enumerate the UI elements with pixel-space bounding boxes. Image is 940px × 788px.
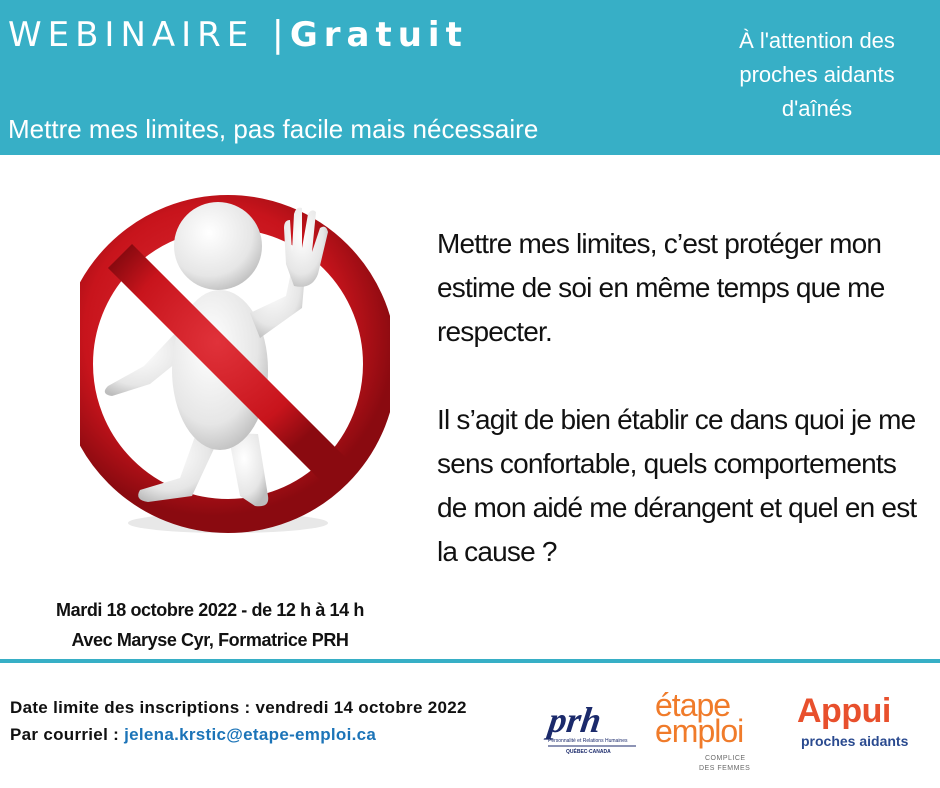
figure-head <box>174 202 262 290</box>
audience-line: À l'attention des <box>739 28 895 53</box>
email-label: Par courriel : <box>10 725 125 744</box>
event-date: Mardi 18 octobre 2022 - de 12 h à 14 h <box>56 600 364 620</box>
appui-logo <box>795 692 925 762</box>
stop-figure-illustration <box>80 178 390 538</box>
emploi-word: emploi <box>655 713 744 749</box>
audience-note <box>712 24 922 126</box>
event-details <box>10 595 410 655</box>
etape-tagline: DES FEMMES <box>699 765 751 772</box>
appui-subtitle: proches aidants <box>801 733 909 749</box>
divider <box>0 659 940 663</box>
registration-deadline: Date limite des inscriptions : vendredi 14 octobre 2022 <box>10 698 467 717</box>
main-message <box>437 222 927 618</box>
webinar-title <box>8 14 468 55</box>
webinar-topic: Mettre mes limites, pas facile mais nécessaire <box>8 114 539 144</box>
message-paragraph: Il s’agit de bien établir ce dans quoi je me sens confortable, quels comportements de mon aidé me dérangent et quel en est la cause ? <box>437 404 917 567</box>
registration-info <box>10 694 467 748</box>
prh-wordmark: prh <box>546 700 604 740</box>
header-banner <box>0 0 940 155</box>
title-gratuit: Gratuit <box>289 15 468 55</box>
etape-tagline: COMPLICE <box>705 755 746 762</box>
email-link[interactable]: jelena.krstic@etape-emploi.ca <box>124 725 377 744</box>
contact-line <box>10 721 467 748</box>
prh-region: QUÉBEC·CANADA <box>566 749 611 755</box>
appui-word: Appui <box>797 692 891 730</box>
title-separator: | <box>254 14 290 55</box>
title-webinaire: WEBINAIRE <box>8 15 255 55</box>
audience-line: d'aînés <box>781 96 853 121</box>
etape-emploi-logo <box>655 687 775 778</box>
audience-line: proches aidants <box>739 62 895 87</box>
prh-logo <box>538 698 648 758</box>
message-paragraph: Mettre mes limites, c’est protéger mon estime de soi en même temps que me respecter. <box>437 228 885 347</box>
etape-word: étape <box>655 687 731 723</box>
event-host: Avec Maryse Cyr, Formatrice PRH <box>71 630 349 650</box>
prh-tagline: Personnalité et Relations Humaines <box>548 738 628 744</box>
